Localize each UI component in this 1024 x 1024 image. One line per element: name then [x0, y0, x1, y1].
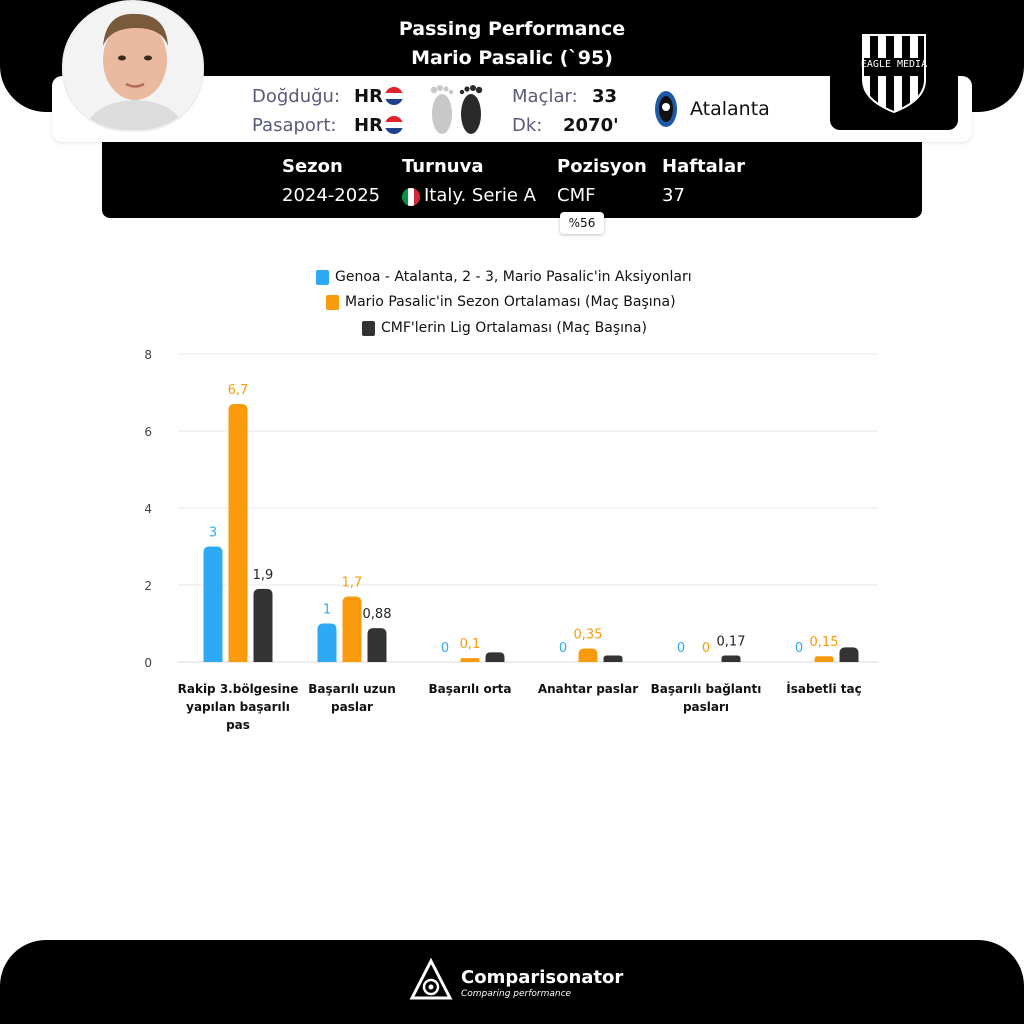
- category-label: pasları: [682, 700, 730, 714]
- data-label: 1: [322, 602, 332, 618]
- comparisonator-logo-icon: [409, 958, 453, 1004]
- position-value: CMF: [557, 185, 596, 206]
- bar: [318, 624, 337, 663]
- legend-label: Genoa - Atalanta, 2 - 3, Mario Pasalic'in Aksiyonları: [335, 269, 692, 285]
- category-label: Başarılı orta: [428, 682, 512, 696]
- bar: [254, 589, 273, 662]
- y-tick-label: 0: [144, 656, 152, 670]
- data-label: 0,1: [459, 637, 481, 653]
- passport-value: HR: [354, 115, 383, 136]
- born-label: Doğduğu:: [252, 86, 341, 107]
- born-value: HR: [354, 86, 383, 107]
- tournament-value: Italy. Serie A: [424, 185, 536, 206]
- bar: [722, 655, 741, 662]
- logo-text: EAGLE MEDIA: [860, 59, 928, 70]
- category-label: Başarılı bağlantı: [650, 682, 762, 696]
- matches-label: Maçlar:: [512, 86, 578, 107]
- category-label: pas: [226, 718, 250, 732]
- position-header: Pozisyon: [557, 156, 647, 177]
- bar: [368, 628, 387, 662]
- tournament-header: Turnuva: [402, 156, 484, 177]
- bar: [579, 649, 598, 662]
- bar: [815, 656, 834, 662]
- data-label: 0,15: [809, 635, 839, 651]
- y-tick-label: 2: [144, 579, 152, 593]
- data-label: 0,35: [573, 627, 603, 643]
- bar: [840, 647, 859, 662]
- passport-label: Pasaport:: [252, 115, 337, 136]
- category-label: yapılan başarılı: [186, 700, 290, 714]
- weeks-header: Haftalar: [662, 156, 745, 177]
- legend-label: CMF'lerin Lig Ortalaması (Maç Başına): [381, 320, 647, 336]
- data-label: 3: [208, 525, 218, 541]
- player-title: Mario Pasalic (`95): [411, 47, 613, 69]
- category-label: İsabetli taç: [786, 682, 862, 696]
- legend-label: Mario Pasalic'in Sezon Ortalaması (Maç Başına): [345, 294, 676, 310]
- bar: [461, 658, 480, 662]
- footer-tagline: Comparing performance: [461, 989, 572, 999]
- data-label: 6,7: [227, 383, 249, 399]
- data-label: 0,88: [362, 607, 392, 623]
- bar: [229, 404, 248, 662]
- bar: [604, 655, 623, 662]
- position-pct-badge: %56: [560, 212, 604, 234]
- data-label: 0: [440, 641, 450, 656]
- season-header: Sezon: [282, 156, 343, 177]
- data-label: 1,7: [341, 575, 363, 591]
- club-name: Atalanta: [690, 98, 770, 120]
- category-label: Rakip 3.bölgesine: [177, 682, 299, 696]
- data-label: 0,17: [716, 634, 746, 650]
- bar: [486, 652, 505, 662]
- y-tick-label: 8: [144, 348, 152, 362]
- y-tick-label: 6: [144, 425, 152, 439]
- page-title: Passing Performance: [398, 18, 626, 40]
- category-label: paslar: [331, 700, 373, 714]
- bar: [204, 547, 223, 663]
- season-value: 2024-2025: [282, 185, 381, 206]
- minutes-value: 2070': [563, 115, 619, 136]
- category-label: Başarılı uzun: [308, 682, 396, 696]
- weeks-value: 37: [662, 185, 685, 206]
- data-label: 0: [794, 641, 804, 656]
- data-label: 1,9: [252, 567, 274, 583]
- data-label: 0: [558, 641, 568, 656]
- category-label: Anahtar paslar: [537, 682, 639, 696]
- matches-value: 33: [592, 86, 618, 107]
- minutes-label: Dk:: [512, 115, 543, 136]
- footer-brand: Comparisonator: [461, 967, 624, 988]
- bar: [343, 597, 362, 662]
- y-tick-label: 4: [144, 502, 152, 516]
- data-label: 0: [701, 641, 711, 656]
- data-label: 0: [676, 641, 686, 656]
